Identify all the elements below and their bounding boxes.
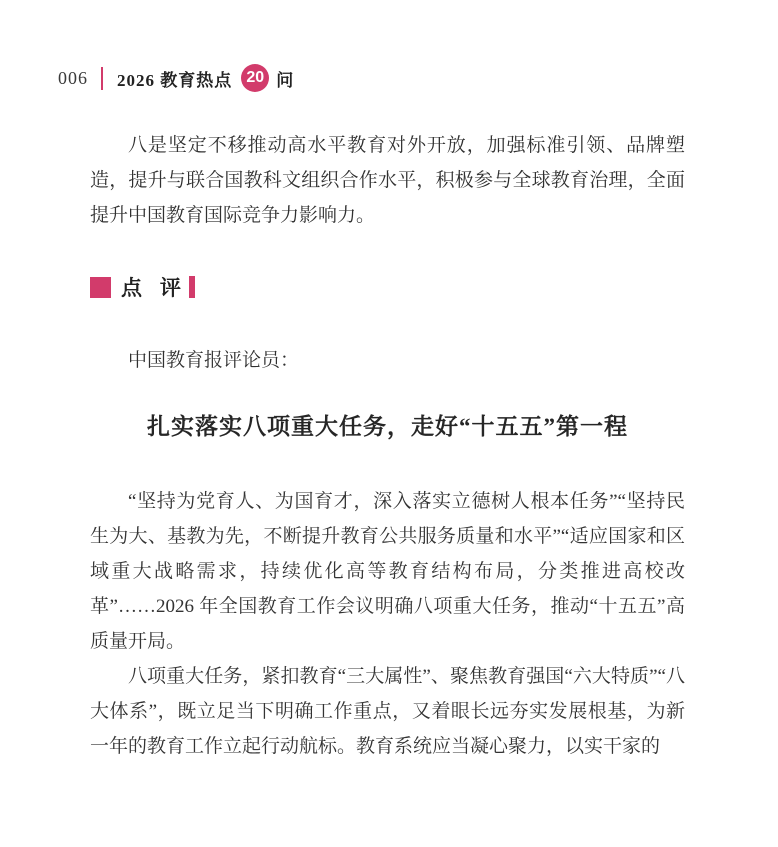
article-title: 扎实落实八项重大任务，走好“十五五”第一程 (147, 414, 628, 439)
book-title-suffix: 问 (276, 70, 294, 90)
intro-paragraph: 八是坚定不移推动高水平教育对外开放，加强标准引领、品牌塑造，提升与联合国教科文组织合作水平，积极参与全球教育治理，全面提升中国教育国际竞争力影响力。 (90, 135, 685, 226)
square-marker-icon (90, 277, 111, 298)
badge-circle-20: 20 (241, 64, 269, 92)
commentary-body (90, 484, 685, 764)
page-number: 006 (58, 67, 88, 88)
section-heading (90, 274, 195, 300)
header-divider (101, 67, 103, 90)
book-title: 2026 教育热点 (117, 70, 233, 90)
commentary-paragraph-1: “坚持为党育人、为国育才，深入落实立德树人根本任务”“坚持民生为大、基教为先，不断提升教育公共服务质量和水平”“适应国家和区域重大战略需求，持续优化高等教育结构布局，分类推进高校改革”……2026 年全国教育工作会议明确八项重大任务，推动“十五五”高质量开局。 (90, 491, 685, 652)
author-line: 中国教育报评论员： (128, 350, 300, 371)
running-head (58, 62, 293, 94)
commentary-paragraph-2: 八项重大任务，紧扣教育“三大属性”、聚焦教育强国“六大特质”“八大体系”，既立足当下明确工作重点，又着眼长远夯实发展根基，为新一年的教育工作立起行动航标。教育系统应当凝心聚力，以实干家的 (90, 666, 685, 757)
bar-marker-icon (189, 276, 195, 298)
section-heading-label: 点 评 (121, 277, 187, 300)
